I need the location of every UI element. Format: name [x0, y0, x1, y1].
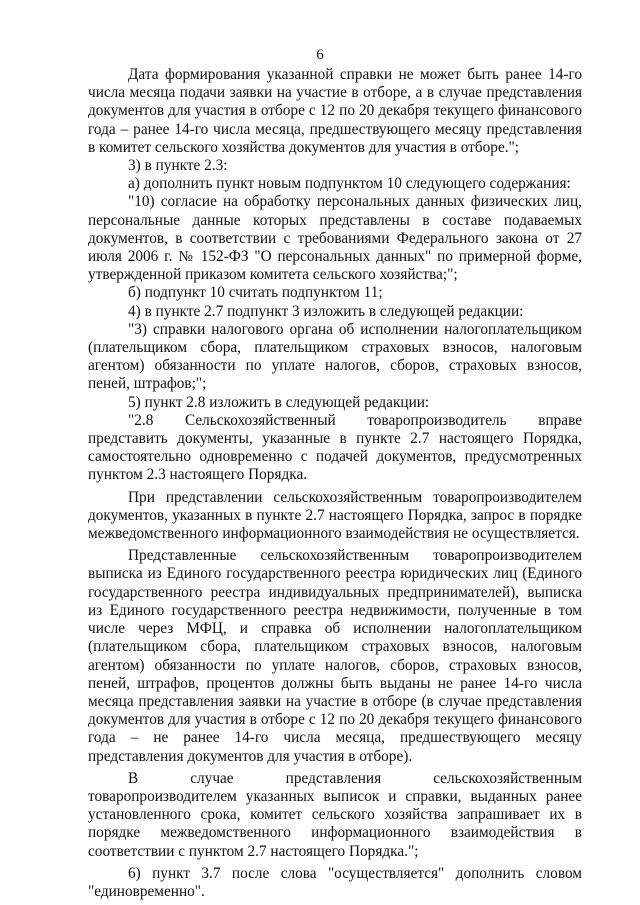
paragraph-extracts-validity: Представленные сельскохозяйственным товаропроизводителем выписка из Единого государственного реестра юридических лиц (Единого государственного реестра индивидуальных предпринимателей), выписка из Единого государственного реестра недвижимости, полученные в том числе через МФЦ, и справка об исполнении налогоплательщиком (плательщиком сбора, плательщиком страховых взносов, налоговым агентом) обязанности по уплате налогов, сборов, страховых взносов, пеней, штрафов, процентов должны быть выданы не ранее 14-го числа месяца представления заявки на участие в отборе (в случае представления документов для участия в отборе с 12 по 20 декабря текущего финансового года – не ранее 14-го числа месяца, предшествующего месяцу представления документов для участия в отборе).: [88, 547, 582, 765]
document-body: [88, 66, 582, 901]
paragraph-point-2-8: "2.8 Сельскохозяйственный товаропроизводитель вправе представить документы, указанные в пункте 2.7 настоящего Порядка, самостоятельно одновременно с подачей документов, предусмотренных пунктом 2.3 настоящего Порядка.: [88, 411, 582, 484]
paragraph-item-5: 5) пункт 2.8 изложить в следующей редакции:: [128, 393, 430, 411]
paragraph-item-3b: б) подпункт 10 считать подпунктом 11;: [128, 284, 383, 302]
paragraph-early-documents: В случае представления сельскохозяйственным товаропроизводителем указанных выписок и справки, выданных ранее установленного срока, комитет сельского хозяйства запрашивает их в порядке межведомственного информационного взаимодействия в соответствии с пунктом 2.7 настоящего Порядка.";: [88, 769, 582, 860]
paragraph-subitem-3: "3) справки налогового органа об исполнении налогоплательщиком (плательщиком сбора, плательщиком страховых взносов, налоговым агентом) обязанности по уплате налогов, сборов, страховых взносов, пеней, штрафов;";: [88, 320, 582, 393]
paragraph-item-3a: а) дополнить пункт новым подпунктом 10 следующего содержания:: [128, 175, 571, 193]
paragraph-item-6: 6) пункт 3.7 после слова "осуществляется" дополнить словом "единовременно".: [88, 864, 582, 900]
paragraph-date-requirement: Дата формирования указанной справки не может быть ранее 14-го числа месяца подачи заявки на участие в отборе, а в случае представления документов для участия в отборе с 12 по 20 декабря текущего финансового года – ранее 14-го числа месяца, предшествующего месяцу представления в комитет сельского хозяйства документов для участия в отборе.";: [88, 66, 582, 156]
paragraph-item-4: 4) в пункте 2.7 подпункт 3 изложить в следующей редакции:: [128, 302, 524, 320]
page-number: 6: [316, 47, 324, 63]
paragraph-subitem-10: "10) согласие на обработку персональных данных физических лиц, персональные данные которых представлены в составе подаваемых документов, в соответствии с требованиями Федерального закона от 27 июля 2006 г. № 152-ФЗ "О персональных данных" по примерной форме, утвержденной приказом комитета сельского хозяйства;";: [88, 193, 582, 284]
paragraph-no-request: При представлении сельскохозяйственным товаропроизводителем документов, указанных в пункте 2.7 настоящего Порядка, запрос в порядке межведомственного информационного взаимодействия не осуществляется.: [88, 488, 582, 543]
paragraph-item-3: 3) в пункте 2.3:: [128, 157, 228, 175]
